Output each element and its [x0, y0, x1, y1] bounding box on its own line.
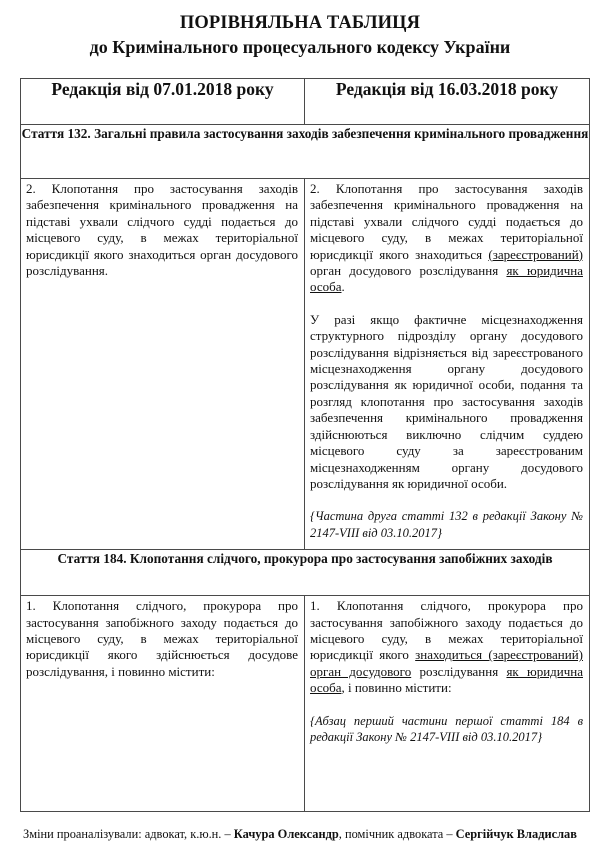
old-text-cell — [21, 596, 305, 812]
author-name: Качура Олександр — [233, 827, 339, 841]
header-old-edition: Редакція від 07.01.2018 року — [21, 79, 305, 125]
page-title: ПОРІВНЯЛЬНА ТАБЛИЦЯ — [179, 13, 421, 33]
new-text-cell — [305, 596, 590, 812]
table-row — [21, 179, 590, 550]
amendment-note: {Абзац перший частини першої статті 184 в редакції Закону № 2147-VIII від 03.10.2017} — [310, 713, 583, 744]
amendment-note: {Частина друга статті 132 в редакції Закону № 2147-VIII від 03.10.2017} — [310, 509, 583, 540]
underlined-change: як юридична особа — [310, 663, 583, 696]
underlined-change: як юридична особа — [310, 263, 583, 295]
comparison-table — [20, 78, 590, 812]
old-paragraph: 1. Клопотання слідчого, прокурора про застосування запобіжного заходу подається до місцевого суду, в межах територіальної юрисдикції якого здійснюється досудове розслідування, і повинно містити: — [26, 598, 298, 679]
article-row — [21, 550, 590, 596]
header-row — [21, 79, 590, 125]
author-name: Сергійчук Владислав — [455, 827, 577, 841]
footer-credits: Зміни проаналізували: адвокат, к.ю.н. – Качура Олександр, помічник адвоката – Сергійчук Владислав — [23, 827, 577, 841]
underlined-change: (зареєстрований) — [488, 246, 583, 262]
underlined-change: знаходиться (зареєстрований) орган досудового — [310, 647, 583, 679]
new-paragraph-added: У разі якщо фактичне місцезнаходження структурного підрозділу органу досудового розслідування відрізняється від зареєстрованого місцезнаходження органу досудового розслідування як юридичної особи, подання та розгляд клопотання про застосування заходів забезпечення кримінального провадження здійснюються виключно слідчим суддею місцевого суду за зареєстрованим місцезнаходженням органу досудового розслідування як юридичної особи. — [310, 311, 583, 491]
header-new-edition: Редакція від 16.03.2018 року — [305, 79, 590, 125]
page-subtitle: до Кримінального процесуального кодексу України — [89, 37, 511, 57]
old-paragraph: 2. Клопотання про застосування заходів забезпечення кримінального провадження на підставі ухвали слідчого судді подається до місцевого суду, в межах територіальної юрисдикції якого знаходиться орган досудового розслідування. — [26, 181, 298, 279]
new-paragraph: 1. Клопотання слідчого, прокурора про застосування запобіжного заходу подається до місцевого суду, в межах територіальної юрисдикції якого знаходиться (зареєстрований) орган досудового розслідування як юридична особа, і повинно містити: — [310, 598, 583, 696]
table-row — [21, 596, 590, 812]
old-text-cell — [21, 179, 305, 550]
new-paragraph: 2. Клопотання про застосування заходів забезпечення кримінального провадження на підставі ухвали слідчого судді подається до місцевого суду, в межах територіальної юрисдикції якого знаходиться (зареєстрований) орган досудового розслідування як юридична особа. — [310, 181, 583, 295]
article-row — [21, 125, 590, 179]
article-184-title: Стаття 184. Клопотання слідчого, прокурора про застосування запобіжних заходів — [21, 550, 590, 596]
new-text-cell — [305, 179, 590, 550]
article-132-title: Стаття 132. Загальні правила застосування заходів забезпечення кримінального провадження — [21, 125, 590, 179]
